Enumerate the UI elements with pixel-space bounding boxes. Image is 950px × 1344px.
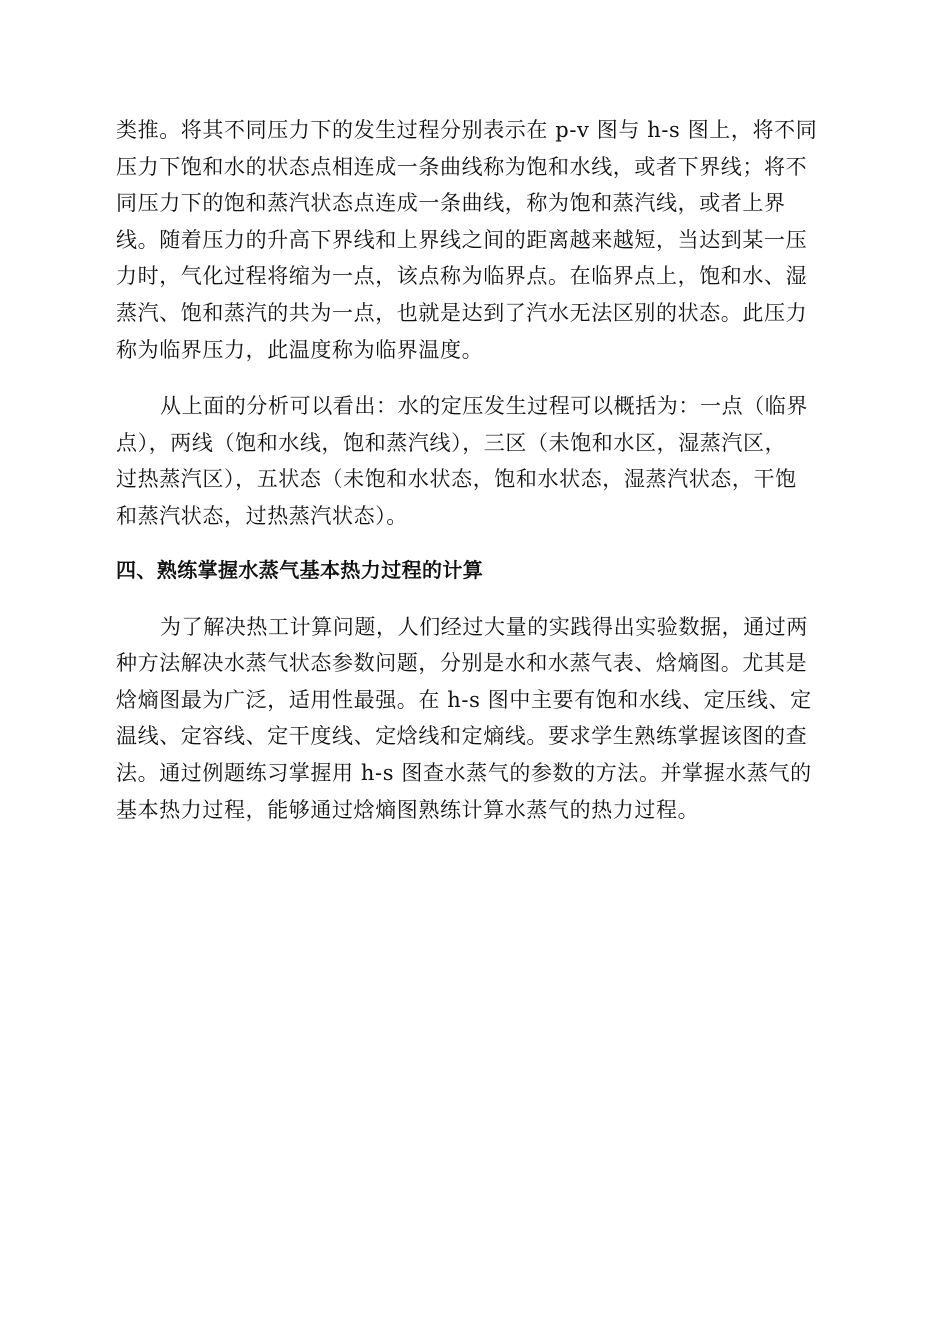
document-page: [116, 112, 834, 828]
section-heading: 四、熟练掌握水蒸气基本热力过程的计算: [116, 557, 484, 582]
text-line: 基本热力过程，能够通过焓熵图熟练计算水蒸气的热力过程。: [116, 797, 700, 822]
text-line: 温线、定容线、定干度线、定焓线和定熵线。要求学生熟练掌握该图的查: [116, 724, 808, 749]
text-line: 压力下饱和水的状态点相连成一条曲线称为饱和水线，或者下界线；将不: [116, 154, 808, 179]
text-line: 力时，气化过程将缩为一点，该点称为临界点。在临界点上，饱和水、湿: [116, 264, 808, 289]
text-line: 法。通过例题练习掌握用 h-s 图查水蒸气的参数的方法。并掌握水蒸气的: [116, 760, 812, 785]
text-line: 蒸汽、饱和蒸汽的共为一点，也就是达到了汽水无法区别的状态。此压力: [116, 300, 808, 325]
text-line: 从上面的分析可以看出：水的定压发生过程可以概括为：一点（临界: [160, 394, 808, 419]
text-line: 同压力下的饱和蒸汽状态点连成一条曲线，称为饱和蒸汽线，或者上界: [116, 191, 786, 216]
text-line: 点），两线（饱和水线，饱和蒸汽线），三区（未饱和水区，湿蒸汽区，: [116, 430, 787, 455]
text-line: 类推。将其不同压力下的发生过程分别表示在 p-v 图与 h-s 图上，将不同: [116, 118, 818, 142]
text-line: 和蒸汽状态，过热蒸汽状态）。: [116, 503, 408, 528]
text-line: 线。随着压力的升高下界线和上界线之间的距离越来越短，当达到某一压: [116, 227, 808, 252]
paragraph-hs-diagram: [116, 609, 834, 829]
text-line: 焓熵图最为广泛，适用性最强。在 h-s 图中主要有饱和水线、定压线、定: [116, 687, 812, 712]
text-line: 种方法解决水蒸气状态参数问题，分别是水和水蒸气表、焓熵图。尤其是: [116, 651, 808, 676]
paragraph-summary: [116, 388, 834, 534]
text-line: 为了解决热工计算问题，人们经过大量的实践得出实验数据，通过两: [160, 614, 808, 639]
text-line: 称为临界压力，此温度称为临界温度。: [116, 337, 484, 362]
paragraph-saturation-lines: [116, 112, 834, 368]
text-line: 过热蒸汽区），五状态（未饱和水状态，饱和水状态，湿蒸汽状态，干饱: [116, 467, 797, 492]
